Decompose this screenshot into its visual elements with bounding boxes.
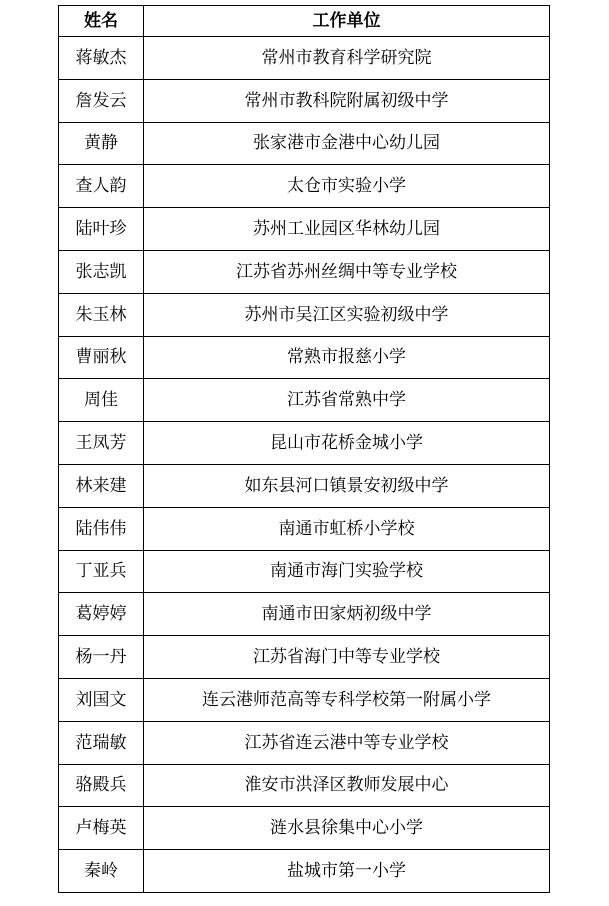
name-cell: 陆叶珍 [59,208,144,251]
table-row [59,250,550,293]
name-cell: 丁亚兵 [59,550,144,593]
table-row [59,593,550,636]
work-unit-cell: 江苏省常熟中学 [144,379,550,422]
table-row [59,79,550,122]
work-unit-cell: 江苏省连云港中等专业学校 [144,721,550,764]
table-row [59,550,550,593]
name-cell: 刘国文 [59,678,144,721]
name-cell: 蒋敏杰 [59,37,144,80]
name-cell: 林来建 [59,464,144,507]
name-cell: 骆殿兵 [59,764,144,807]
table-row [59,37,550,80]
work-unit-cell: 常州市教科院附属初级中学 [144,79,550,122]
work-unit-cell: 南通市海门实验学校 [144,550,550,593]
table-row [59,464,550,507]
table-row [59,165,550,208]
name-cell: 王凤芳 [59,422,144,465]
header-work-unit: 工作单位 [144,6,550,37]
work-unit-cell: 南通市田家炳初级中学 [144,593,550,636]
table-row [59,122,550,165]
table-row [59,764,550,807]
work-unit-cell: 连云港师范高等专科学校第一附属小学 [144,678,550,721]
name-cell: 卢梅英 [59,807,144,850]
work-unit-cell: 太仓市实验小学 [144,165,550,208]
name-cell: 范瑞敏 [59,721,144,764]
work-unit-cell: 江苏省海门中等专业学校 [144,636,550,679]
staff-table [58,5,550,893]
table-row [59,293,550,336]
name-cell: 朱玉林 [59,293,144,336]
work-unit-cell: 南通市虹桥小学校 [144,507,550,550]
name-cell: 黄静 [59,122,144,165]
table-row [59,507,550,550]
work-unit-cell: 昆山市花桥金城小学 [144,422,550,465]
table-row [59,850,550,893]
work-unit-cell: 如东县河口镇景安初级中学 [144,464,550,507]
table-row [59,422,550,465]
name-cell: 杨一丹 [59,636,144,679]
table-row [59,807,550,850]
table-row [59,678,550,721]
name-cell: 张志凯 [59,250,144,293]
name-cell: 曹丽秋 [59,336,144,379]
name-cell: 陆伟伟 [59,507,144,550]
name-cell: 查人韵 [59,165,144,208]
name-cell: 周佳 [59,379,144,422]
name-cell: 秦岭 [59,850,144,893]
name-cell: 葛婷婷 [59,593,144,636]
work-unit-cell: 常州市教育科学研究院 [144,37,550,80]
work-unit-cell: 盐城市第一小学 [144,850,550,893]
table-row [59,721,550,764]
table-row [59,636,550,679]
name-cell: 詹发云 [59,79,144,122]
work-unit-cell: 常熟市报慈小学 [144,336,550,379]
work-unit-cell: 淮安市洪泽区教师发展中心 [144,764,550,807]
header-name: 姓名 [59,6,144,37]
work-unit-cell: 涟水县徐集中心小学 [144,807,550,850]
table-row [59,208,550,251]
header-row [59,6,550,37]
work-unit-cell: 江苏省苏州丝绸中等专业学校 [144,250,550,293]
table-row [59,379,550,422]
work-unit-cell: 张家港市金港中心幼儿园 [144,122,550,165]
work-unit-cell: 苏州工业园区华林幼儿园 [144,208,550,251]
work-unit-cell: 苏州市吴江区实验初级中学 [144,293,550,336]
table-row [59,336,550,379]
